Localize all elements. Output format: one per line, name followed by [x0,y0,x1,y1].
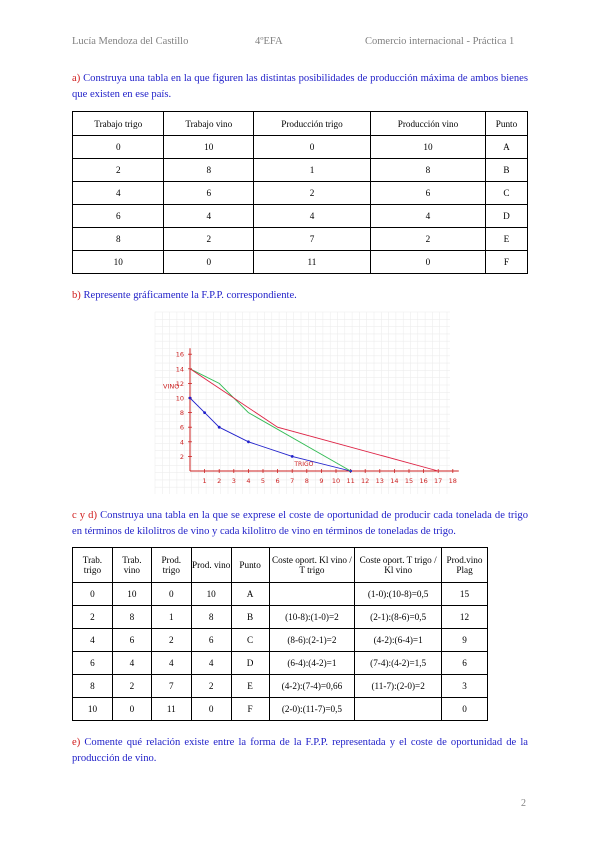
section-cd-text: Construya una tabla en la que se exprese el coste de oportunidad de producir cada tonelada de trigo en términos de kilolitros de vino y cada kilolitro de vino en términos de toneladas de trigo. [72,510,528,537]
opportunity-cost-table-cell [355,698,442,721]
x-tick-label: 9 [319,477,324,485]
opportunity-cost-table-cell: (1-0):(10-8)=0,5 [355,583,442,606]
production-table-cell: 0 [73,136,164,159]
section-cd-label: c y d) [72,510,98,521]
y-tick-label: 16 [175,350,184,359]
opportunity-cost-table-cell: (4-2):(6-4)=1 [355,629,442,652]
opportunity-cost-table-cell: (10-8):(1-0)=2 [269,606,355,629]
opportunity-cost-table-cell: 11 [151,698,191,721]
opportunity-cost-table-cell: 4 [151,652,191,675]
opportunity-cost-table-header-cell: Trab. trigo [73,548,113,583]
opportunity-cost-table-header-cell: Prod.vino Plag [442,548,488,583]
production-table-cell: 8 [164,159,254,182]
x-tick-label: 4 [246,477,251,485]
x-tick-label: 6 [275,477,280,485]
production-table-header-cell: Trabajo trigo [73,112,164,136]
production-table-cell: 10 [164,136,254,159]
x-tick-label: 12 [361,477,370,485]
production-table-row [73,205,528,228]
fpp-point [203,411,206,414]
fpp-point [247,440,250,443]
opportunity-cost-table-cell: 9 [442,629,488,652]
opportunity-cost-table-cell: 0 [442,698,488,721]
production-table-cell: 2 [164,228,254,251]
opportunity-cost-table-cell: 2 [151,629,191,652]
opportunity-cost-table-cell: 10 [112,583,151,606]
opportunity-cost-table-header-cell: Prod. vino [191,548,231,583]
opportunity-cost-table-cell: 4 [73,629,113,652]
header-author: Lucía Mendoza del Castillo [72,36,189,47]
x-axis-label: TRIGO [294,461,314,468]
opportunity-cost-table-cell: F [231,698,269,721]
x-tick-label: 16 [419,477,428,485]
section-e-label: e) [72,737,81,748]
opportunity-cost-table-row [73,583,488,606]
production-table-cell: F [485,251,527,274]
opportunity-cost-table-cell: C [231,629,269,652]
opportunity-cost-table-body [73,583,488,721]
section-a-question [72,71,528,103]
fpp-point [291,455,294,458]
opportunity-cost-table [72,547,488,721]
opportunity-cost-table-row [73,606,488,629]
section-b-text: Represente gráficamente la F.P.P. correspondiente. [83,290,297,301]
x-tick-label: 13 [375,477,384,485]
opportunity-cost-table-cell: (11-7):(2-0)=2 [355,675,442,698]
fpp-series-line [190,369,351,471]
opportunity-cost-table-cell: 6 [191,629,231,652]
opportunity-cost-table-cell: 10 [73,698,113,721]
opportunity-cost-table-cell: 6 [442,652,488,675]
production-table-header-cell: Producción vino [370,112,485,136]
opportunity-cost-table-cell: 2 [191,675,231,698]
production-table-header [73,112,528,136]
x-tick-label: 5 [260,477,266,485]
header-subject: Comercio internacional - Práctica 1 [365,36,515,47]
opportunity-cost-table-cell: 0 [151,583,191,606]
opportunity-cost-table-cell: (4-2):(7-4)=0,66 [269,675,355,698]
opportunity-cost-table-cell: 7 [151,675,191,698]
production-table-header-cell: Trabajo vino [164,112,254,136]
opportunity-cost-table-cell: 1 [151,606,191,629]
production-table-header-cell: Producción trigo [254,112,371,136]
production-table-cell: 0 [254,136,371,159]
x-tick-label: 17 [434,477,443,485]
opportunity-cost-table-cell: 12 [442,606,488,629]
production-table-cell: 4 [254,205,371,228]
y-tick-label: 4 [179,438,184,447]
production-table-cell: 2 [370,228,485,251]
opportunity-cost-table-cell: (6-4):(4-2)=1 [269,652,355,675]
fpp-series-line [190,369,438,471]
y-tick-label: 2 [179,452,184,461]
opportunity-cost-table-cell: (7-4):(4-2)=1,5 [355,652,442,675]
opportunity-cost-table-cell: 0 [73,583,113,606]
opportunity-cost-table-header-cell: Prod. trigo [151,548,191,583]
opportunity-cost-table-cell: 0 [112,698,151,721]
production-table-cell: 2 [73,159,164,182]
fpp-point [189,397,192,400]
opportunity-cost-table-cell [269,583,355,606]
opportunity-cost-table-cell: 2 [73,606,113,629]
opportunity-cost-table-row [73,698,488,721]
opportunity-cost-table-cell: A [231,583,269,606]
production-table-row [73,251,528,274]
page-number: 2 [521,798,526,809]
x-tick-label: 3 [231,477,236,485]
opportunity-cost-table-cell: B [231,606,269,629]
production-table-cell: 4 [164,205,254,228]
production-table-cell: B [485,159,527,182]
opportunity-cost-table-cell: 0 [191,698,231,721]
opportunity-cost-table-cell: E [231,675,269,698]
x-tick-label: 11 [346,477,355,485]
opportunity-cost-table-cell: 8 [191,606,231,629]
production-table-cell: 0 [164,251,254,274]
section-b-label: b) [72,290,81,301]
y-tick-label: 12 [175,379,184,388]
opportunity-cost-table-cell: 4 [112,652,151,675]
section-e-question [72,735,528,767]
opportunity-cost-table-cell: 6 [112,629,151,652]
section-a-label: a) [72,73,81,84]
opportunity-cost-table-cell: 3 [442,675,488,698]
opportunity-cost-table-cell: 8 [112,606,151,629]
production-table-cell: 8 [73,228,164,251]
production-table-cell: 6 [164,182,254,205]
opportunity-cost-table-cell: (8-6):(2-1)=2 [269,629,355,652]
section-b-question [72,288,528,304]
opportunity-cost-table-cell: D [231,652,269,675]
x-tick-label: 7 [290,477,295,485]
fpp-series-line [190,398,351,471]
opportunity-cost-table-cell: 15 [442,583,488,606]
fpp-point [218,426,221,429]
x-tick-label: 10 [331,477,341,485]
x-tick-label: 14 [390,477,399,485]
production-table-cell: 1 [254,159,371,182]
production-table-cell: 11 [254,251,371,274]
opportunity-cost-table-row [73,675,488,698]
opportunity-cost-table-cell: 2 [112,675,151,698]
x-tick-label: 1 [202,477,207,485]
opportunity-cost-table-row [73,652,488,675]
x-tick-label: 15 [404,477,414,485]
production-table-header-cell: Punto [485,112,527,136]
section-cd-question [72,508,528,540]
section-e-text: Comente qué relación existe entre la forma de la F.P.P. representada y el coste de oportunidad de la producción de vino. [72,737,528,764]
fpp-chart [155,312,457,494]
x-tick-label: 2 [217,477,222,485]
x-tick-label: 18 [448,477,457,485]
production-table-cell: 6 [370,182,485,205]
x-tick-label: 8 [304,477,309,485]
y-tick-label: 10 [175,394,184,403]
production-table-row [73,136,528,159]
opportunity-cost-table-cell: (2-0):(11-7)=0,5 [269,698,355,721]
production-table [72,111,528,274]
opportunity-cost-table-cell: 6 [73,652,113,675]
production-table-cell: 8 [370,159,485,182]
y-axis-label: VINO [163,382,180,391]
production-table-row [73,228,528,251]
production-table-cell: A [485,136,527,159]
section-a-text: Construya una tabla en la que figuren las distintas posibilidades de producción máxima de ambos bienes que existen en ese país. [72,73,528,100]
production-table-cell: E [485,228,527,251]
opportunity-cost-table-header-cell: Punto [231,548,269,583]
production-table-row [73,159,528,182]
production-table-cell: 4 [370,205,485,228]
opportunity-cost-table-header-cell: Trab. vino [112,548,151,583]
opportunity-cost-table-header [73,548,488,583]
opportunity-cost-table-cell: 8 [73,675,113,698]
production-table-cell: 4 [73,182,164,205]
header-course: 4ºEFA [255,36,283,47]
y-tick-label: 6 [179,423,184,432]
opportunity-cost-table-header-cell: Coste oport. T trigo / Kl vino [355,548,442,583]
y-tick-label: 8 [179,409,184,418]
production-table-cell: 2 [254,182,371,205]
production-table-cell: 0 [370,251,485,274]
opportunity-cost-table-cell: (2-1):(8-6)=0,5 [355,606,442,629]
opportunity-cost-table-cell: 10 [191,583,231,606]
production-table-body [73,136,528,274]
opportunity-cost-table-header-cell: Coste oport. Kl vino / T trigo [269,548,355,583]
production-table-cell: 6 [73,205,164,228]
production-table-row [73,182,528,205]
opportunity-cost-table-row [73,629,488,652]
opportunity-cost-table-cell: 4 [191,652,231,675]
production-table-cell: 7 [254,228,371,251]
production-table-cell: 10 [370,136,485,159]
production-table-cell: C [485,182,527,205]
production-table-cell: 10 [73,251,164,274]
production-table-cell: D [485,205,527,228]
y-tick-label: 14 [175,365,184,374]
